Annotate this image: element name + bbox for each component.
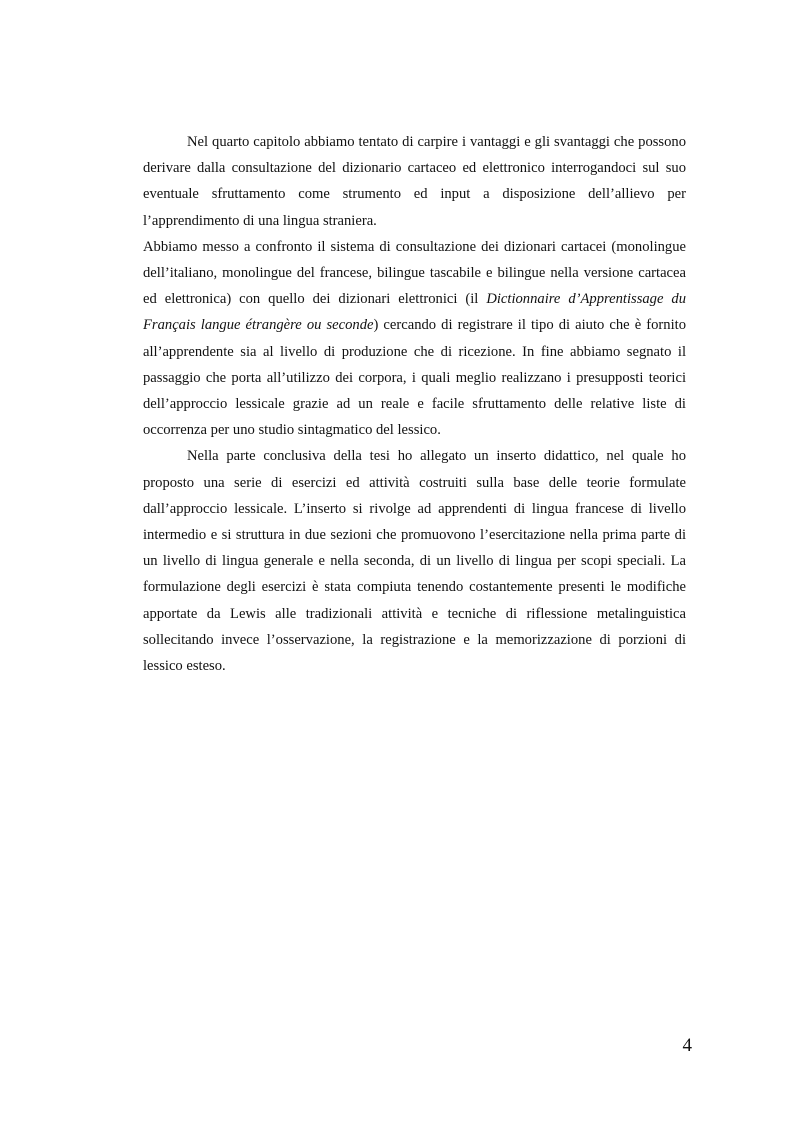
body-text [143, 129, 686, 679]
paragraph-chapter-four: Nel quarto capitolo abbiamo tentato di carpire i vantaggi e gli svantaggi che possono derivare dalla consultazione del dizionario cartaceo ed elettronico interrogandoci sul suo eventuale sfruttamento come strumento ed input a disposizione dell’allievo per l’apprendimento di una lingua straniera. [143, 134, 686, 229]
page-number: 4 [682, 1035, 692, 1056]
paragraph-dictionary-comparison-text-start: Abbiamo messo a confronto il sistema di consultazione dei dizionari cartacei (monolingue dell’italiano, monolingue del francese, bilingue tascabile e bilingue nella versione cartacea ed elettronica) con quello dei dizionari elettronici (il [143, 238, 686, 308]
paragraph-dictionary-comparison-text-end: ) cercando di registrare il tipo di aiuto che è fornito all’apprendente sia al livello di produzione che di ricezione. In fine abbiamo segnato il passaggio che porta all’utilizzo dei corpora, i quali meglio realizzano i presupposti teorici dell’approccio lessicale grazie ad un reale e facile sfruttamento delle relative liste di occorrenza per uno studio sintagmatico del lessico. [143, 317, 686, 439]
dictionary-title-italic: Dictionnaire d’Apprentissage du Français langue étrangère ou seconde [143, 291, 687, 334]
paragraph-dictionary-comparison [143, 234, 686, 444]
paragraph-didactic-insert: Nella parte conclusiva della tesi ho allegato un inserto didattico, nel quale ho proposto una serie di esercizi ed attività costruiti sulla base delle teorie formulate dall’approccio lessicale. L’inserto si rivolge ad apprendenti di lingua francese di livello intermedio e si struttura in due sezioni che promuovono l’esercitazione nella prima parte di un livello di lingua generale e nella seconda, di un livello di lingua per scopi speciali. La formulazione degli esercizi è stata compiuta tenendo costantemente presenti le modifiche apportate da Lewis alle tradizionali attività e tecniche di riflessione metalinguistica sollecitando invece l’osservazione, la registrazione e la memorizzazione di porzioni di lessico esteso. [143, 448, 686, 675]
